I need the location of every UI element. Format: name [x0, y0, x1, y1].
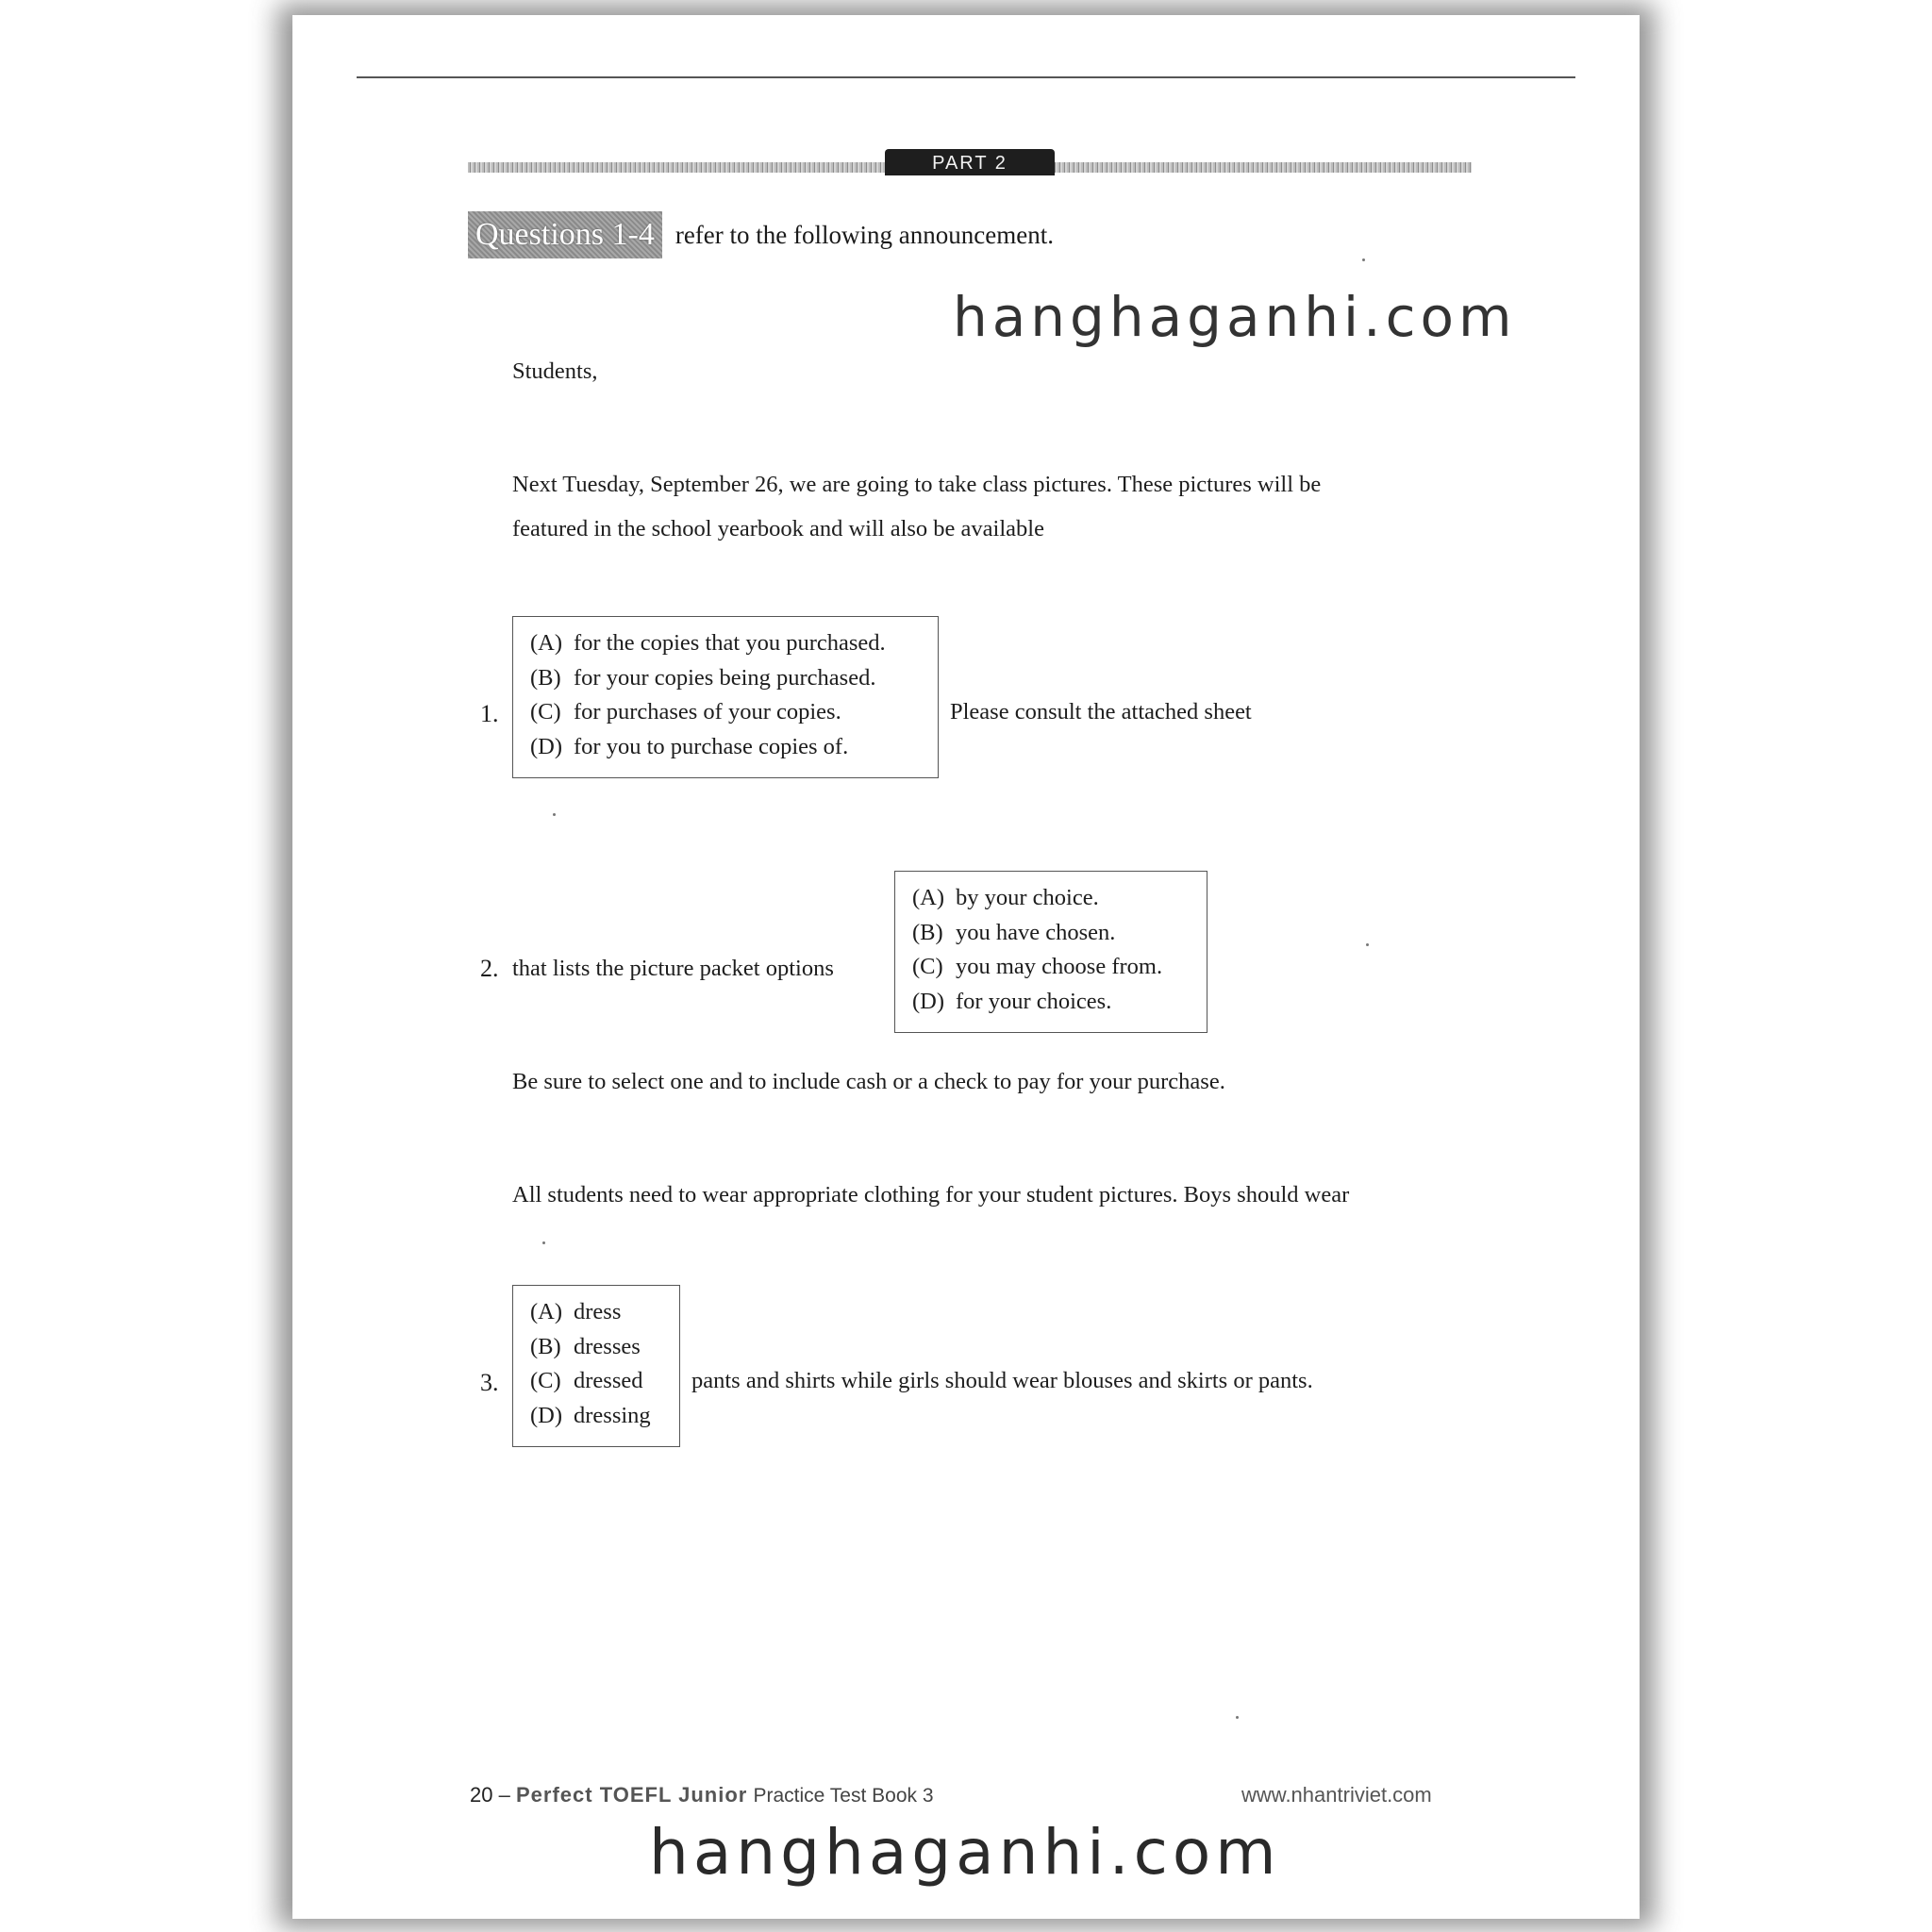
option-letter: (C): [530, 699, 561, 724]
option-letter: (A): [530, 630, 563, 656]
page-footer: [470, 1783, 934, 1807]
question-1-option-a[interactable]: [530, 626, 924, 661]
question-1-option-c[interactable]: [530, 695, 924, 730]
question-3-option-b[interactable]: [530, 1330, 666, 1365]
questions-intro: refer to the following announcement.: [675, 220, 1054, 249]
scan-speck: [1236, 1716, 1239, 1719]
option-letter: (B): [912, 919, 943, 945]
scan-speck: [542, 1241, 545, 1244]
question-3-option-a[interactable]: [530, 1295, 666, 1330]
option-letter: (A): [530, 1299, 563, 1324]
question-2-option-b[interactable]: [912, 916, 1193, 951]
page-number: 20: [470, 1783, 493, 1807]
footer-dash: –: [498, 1783, 510, 1807]
option-text: for your copies being purchased.: [574, 664, 876, 691]
questions-heading: [468, 211, 1054, 258]
paragraph-1-line-1: Next Tuesday, September 26, we are going to take class pictures. These pictures will be: [512, 472, 1322, 497]
scan-speck: [1366, 943, 1369, 946]
option-letter: (A): [912, 885, 945, 910]
footer-website: www.nhantriviet.com: [1241, 1783, 1432, 1807]
question-1-number: 1.: [480, 700, 499, 727]
option-letter: (D): [530, 733, 563, 759]
question-2-option-c[interactable]: [912, 950, 1193, 985]
option-letter: (C): [912, 954, 943, 979]
question-3-options: [512, 1285, 680, 1447]
option-text: you have chosen.: [956, 919, 1116, 945]
salutation: Students,: [512, 358, 598, 384]
footer-brand: Perfect TOEFL Junior: [515, 1783, 748, 1807]
option-letter: (D): [912, 988, 945, 1014]
option-text: you may choose from.: [956, 954, 1163, 979]
footer-subtitle: Practice Test Book 3: [753, 1785, 934, 1807]
scan-speck: [553, 813, 556, 816]
top-rule: [357, 76, 1575, 78]
option-letter: (B): [530, 664, 561, 691]
question-3-number: 3.: [480, 1369, 499, 1396]
question-2-option-d[interactable]: [912, 985, 1193, 1020]
question-1-options: [512, 616, 939, 778]
question-1-option-d[interactable]: [530, 730, 924, 765]
option-text: for purchases of your copies.: [574, 699, 841, 724]
option-text: for your choices.: [956, 988, 1112, 1014]
question-3-after-text: pants and shirts while girls should wear blouses and skirts or pants.: [691, 1368, 1313, 1393]
option-letter: (B): [530, 1333, 561, 1359]
option-text: for the copies that you purchased.: [574, 630, 886, 656]
question-1-after-text: Please consult the attached sheet: [950, 699, 1252, 724]
questions-badge: Questions 1-4: [468, 211, 662, 258]
question-1-option-b[interactable]: [530, 661, 924, 696]
question-2-before-text: that lists the picture packet options: [512, 956, 834, 981]
paragraph-2: Be sure to select one and to include cash or a check to pay for your purchase.: [512, 1069, 1225, 1094]
option-text: dresses: [574, 1333, 641, 1359]
option-letter: (D): [530, 1402, 563, 1428]
question-2-number: 2.: [480, 955, 499, 982]
paragraph-3: All students need to wear appropriate clothing for your student pictures. Boys should wear: [512, 1182, 1350, 1208]
paragraph-1-line-2: featured in the school yearbook and will also be available: [512, 516, 1044, 541]
question-2-option-a[interactable]: [912, 881, 1193, 916]
question-2-options: [894, 871, 1208, 1033]
part-label: PART 2: [885, 149, 1055, 175]
option-text: by your choice.: [956, 885, 1099, 910]
option-text: dress: [574, 1299, 622, 1324]
watermark-bottom: hanghaganhi.com: [649, 1816, 1281, 1889]
option-text: for you to purchase copies of.: [574, 733, 849, 759]
option-text: dressed: [574, 1368, 643, 1393]
watermark-top: hanghaganhi.com: [953, 285, 1517, 349]
option-text: dressing: [574, 1402, 651, 1428]
question-3-option-c[interactable]: [530, 1364, 666, 1399]
paragraph-1: [512, 462, 1321, 551]
scan-speck: [1362, 258, 1365, 261]
question-3-option-d[interactable]: [530, 1399, 666, 1434]
option-letter: (C): [530, 1368, 561, 1393]
